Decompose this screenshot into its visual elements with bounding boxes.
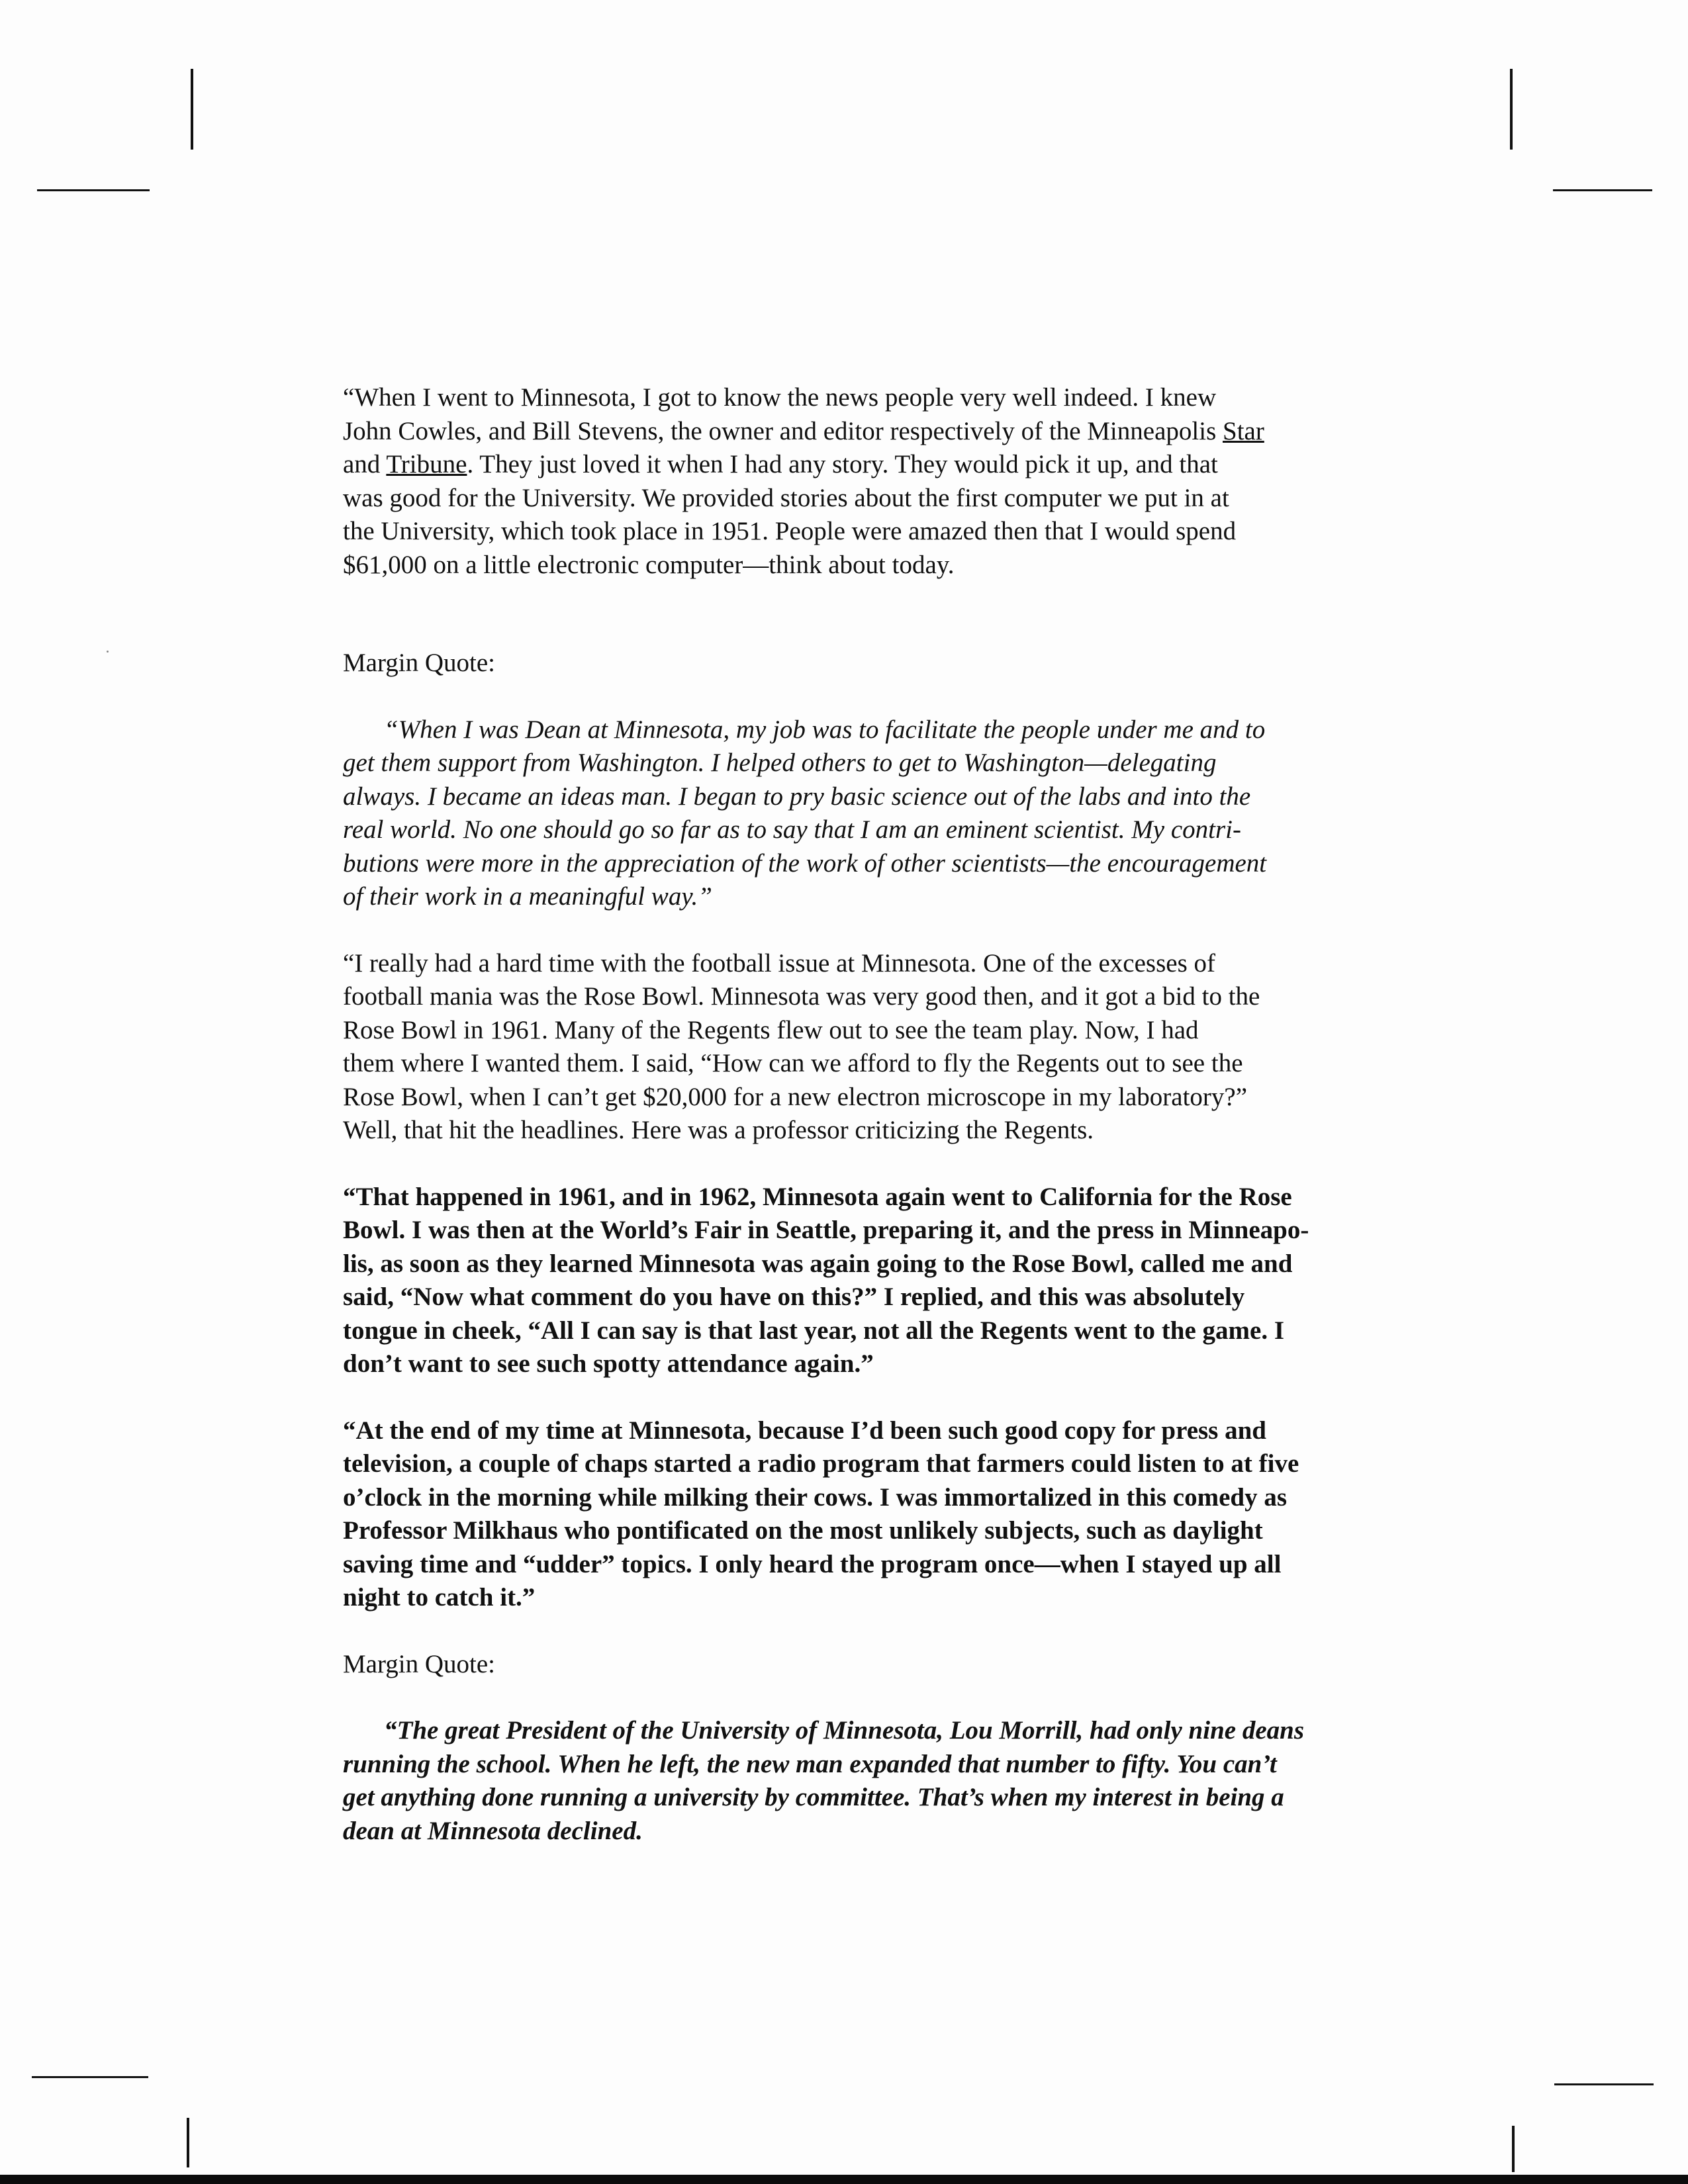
text-line: Professor Milkhaus who pontificated on the most unlikely subjects, such as daylight xyxy=(343,1516,1263,1545)
quote-line: of their work in a meaningful way.” xyxy=(343,882,712,911)
text-line: football mania was the Rose Bowl. Minnesota was very good then, and it got a bid to the xyxy=(343,982,1260,1011)
crop-mark-top-left-horizontal xyxy=(37,189,150,191)
text-line: them where I wanted them. I said, “How can we afford to fly the Regents out to see the xyxy=(343,1049,1243,1077)
text-segment: and xyxy=(343,450,387,478)
text-segment: . They just loved it when I had any story. They would pick it up, and that xyxy=(467,450,1218,478)
paragraph-news-people xyxy=(343,381,1362,582)
text-line: “That happened in 1961, and in 1962, Minnesota again went to California for the Rose xyxy=(343,1182,1292,1211)
quote-line: “When I was Dean at Minnesota, my job was to facilitate the people under me and to xyxy=(384,715,1266,744)
quote-line: butions were more in the appreciation of the work of other scientists—the encouragement xyxy=(343,848,1267,878)
text-line: television, a couple of chaps started a radio program that farmers could listen to at five xyxy=(343,1449,1299,1478)
text-line: o’clock in the morning while milking their cows. I was immortalized in this comedy as xyxy=(343,1482,1287,1512)
text-line: the University, which took place in 1951. People were amazed then that I would spend xyxy=(343,517,1237,545)
crop-mark-bottom-right-vertical xyxy=(1512,2126,1515,2172)
quote-line: dean at Minnesota declined. xyxy=(343,1816,643,1845)
quote-line: “The great President of the University of Minnesota, Lou Morrill, had only nine deans xyxy=(384,1716,1305,1745)
crop-mark-bottom-left-vertical xyxy=(187,2118,189,2167)
text-line: lis, as soon as they learned Minnesota was again going to the Rose Bowl, called me and xyxy=(343,1249,1293,1278)
margin-quote-dean xyxy=(343,713,1362,914)
quote-line: real world. No one should go so far as to say that I am an eminent scientist. My contri- xyxy=(343,815,1241,844)
crop-mark-top-right-vertical xyxy=(1510,69,1513,150)
text-line: don’t want to see such spotty attendance again.” xyxy=(343,1349,874,1378)
margin-quote-label-1: Margin Quote: xyxy=(343,649,496,677)
scan-speck xyxy=(107,651,109,653)
paragraph-football xyxy=(343,947,1362,1148)
quote-line: always. I became an ideas man. I began to pry basic science out of the labs and into the xyxy=(343,782,1251,811)
crop-mark-bottom-left-horizontal xyxy=(32,2076,148,2078)
text-line: night to catch it.” xyxy=(343,1583,536,1612)
quote-line: get anything done running a university by committee. That’s when my interest in being a xyxy=(343,1783,1284,1811)
document-body xyxy=(343,381,1362,1881)
text-line: said, “Now what comment do you have on this?” I replied, and this was absolutely xyxy=(343,1283,1245,1311)
text-line: tongue in cheek, “All I can say is that last year, not all the Regents went to the game. I xyxy=(343,1316,1284,1345)
paragraph-rose-bowl-1962 xyxy=(343,1181,1362,1381)
newspaper-tribune: Tribune xyxy=(386,450,467,478)
text-line: saving time and “udder” topics. I only heard the program once—when I stayed up all xyxy=(343,1549,1282,1578)
text-line: Rose Bowl, when I can’t get $20,000 for a new electron microscope in my laboratory?” xyxy=(343,1082,1248,1111)
text-line xyxy=(343,415,1362,449)
newspaper-star: Star xyxy=(1223,416,1264,445)
text-line: “At the end of my time at Minnesota, because I’d been such good copy for press and xyxy=(343,1416,1266,1445)
text-line: “When I went to Minnesota, I got to know the news people very well indeed. I knew xyxy=(343,383,1217,412)
text-line: Rose Bowl in 1961. Many of the Regents flew out to see the team play. Now, I had xyxy=(343,1015,1199,1044)
text-line: Bowl. I was then at the World’s Fair in Seattle, preparing it, and the press in Minneapo- xyxy=(343,1216,1309,1244)
text-line: $61,000 on a little electronic computer—think about today. xyxy=(343,550,955,579)
text-segment: John Cowles, and Bill Stevens, the owner and editor respectively of the Minneapolis xyxy=(343,416,1223,445)
crop-mark-top-right-horizontal xyxy=(1553,189,1652,191)
text-line: “I really had a hard time with the football issue at Minnesota. One of the excesses of xyxy=(343,948,1216,978)
text-line: was good for the University. We provided stories about the first computer we put in at xyxy=(343,483,1229,512)
text-line xyxy=(343,448,1362,482)
margin-quote-label-2: Margin Quote: xyxy=(343,1649,496,1678)
quote-line: get them support from Washington. I helped others to get to Washington—delegating xyxy=(343,749,1217,777)
crop-mark-bottom-right-horizontal xyxy=(1554,2083,1654,2085)
margin-quote-president xyxy=(343,1714,1362,1848)
text-line: Well, that hit the headlines. Here was a professor criticizing the Regents. xyxy=(343,1116,1094,1144)
scan-bottom-edge xyxy=(0,2175,1688,2184)
quote-line: running the school. When he left, the new man expanded that number to fifty. You can’t xyxy=(343,1749,1277,1778)
paragraph-radio-program xyxy=(343,1414,1362,1615)
crop-mark-top-left-vertical xyxy=(191,69,193,150)
